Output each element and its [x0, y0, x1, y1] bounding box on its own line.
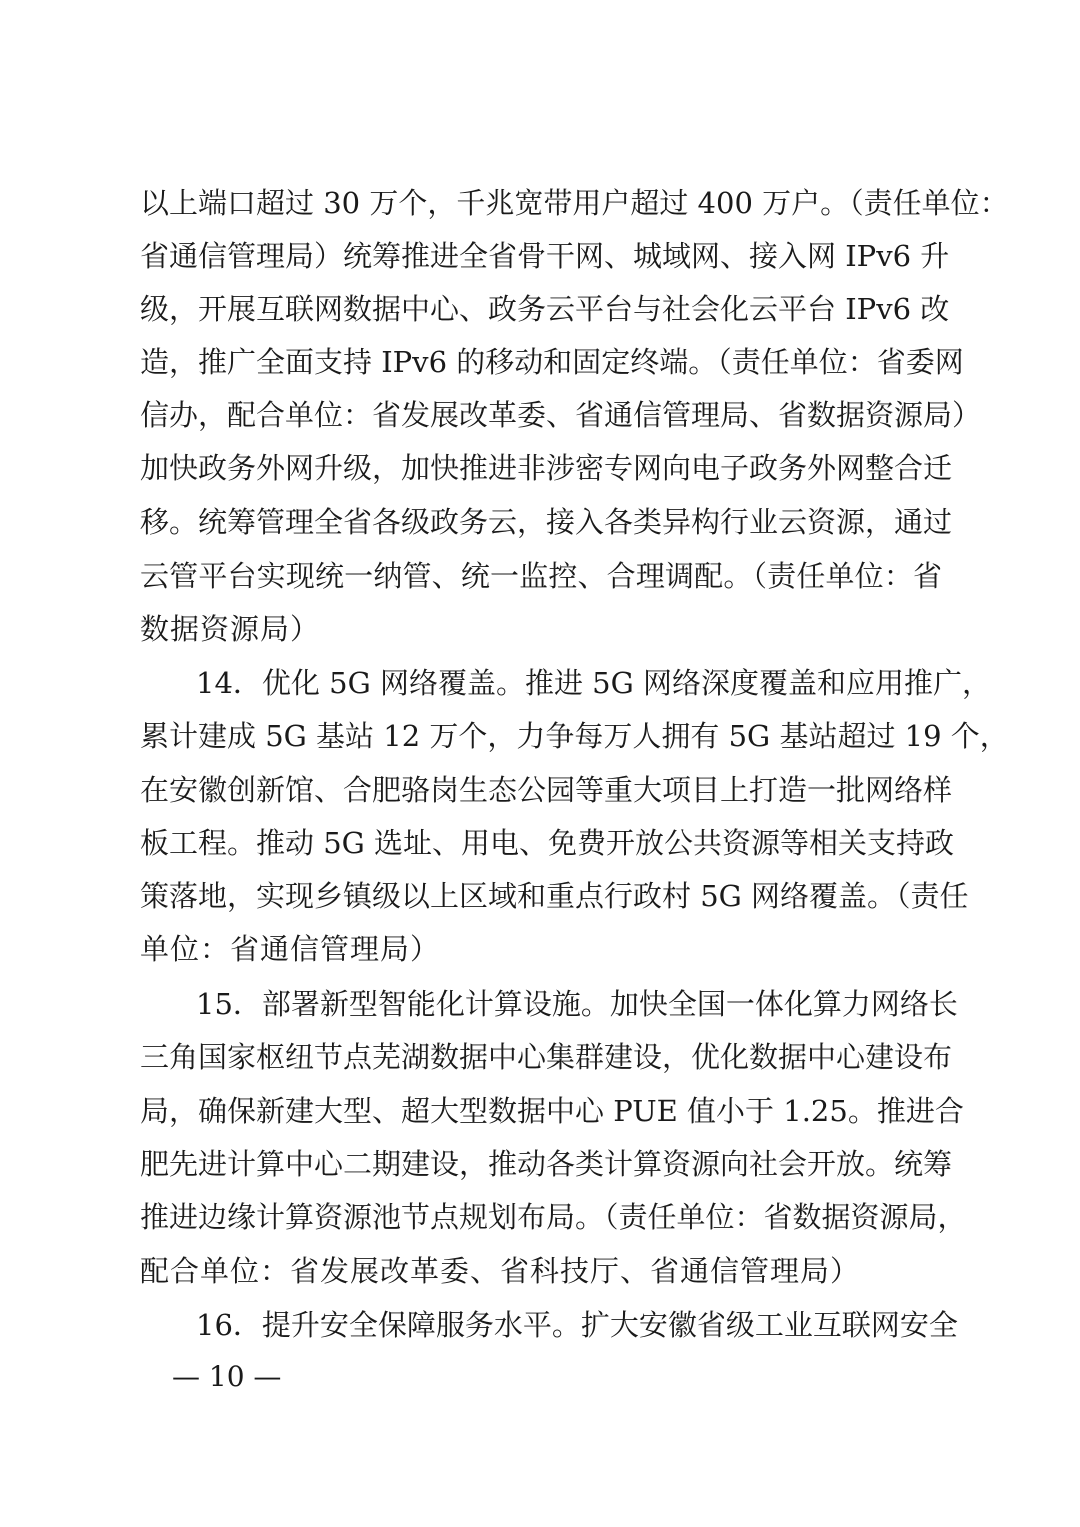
body-line: 策落地，实现乡镇级以上区域和重点行政村 5G 网络覆盖。（责任: [140, 879, 969, 913]
body-line: 板工程。推动 5G 选址、用电、免费开放公共资源等相关支持政: [140, 826, 955, 860]
body-line: 移。统筹管理全省各级政务云，接入各类异构行业云资源，通过: [140, 505, 953, 539]
body-line: 肥先进计算中心二期建设，推动各类计算资源向社会开放。统筹: [140, 1147, 953, 1181]
body-line: 在安徽创新馆、合肥骆岗生态公园等重大项目上打造一批网络样: [140, 773, 953, 807]
body-line: 信办，配合单位：省发展改革委、省通信管理局、省数据资源局）: [140, 398, 982, 432]
paragraph-heading-15: 15．部署新型智能化计算设施。加快全国一体化算力网络长: [196, 987, 958, 1021]
body-line: 三角国家枢纽节点芜湖数据中心集群建设，优化数据中心建设布: [140, 1040, 953, 1074]
body-line: 级，开展互联网数据中心、政务云平台与社会化云平台 IPv6 改: [140, 292, 950, 326]
body-line: 推进边缘计算资源池节点规划布局。（责任单位：省数据资源局，: [140, 1200, 967, 1234]
body-line: 累计建成 5G 基站 12 万个，力争每万人拥有 5G 基站超过 19 个，: [140, 719, 1009, 753]
paragraph-heading-14: 14．优化 5G 网络覆盖。推进 5G 网络深度覆盖和应用推广，: [196, 666, 992, 700]
body-line: 造，推广全面支持 IPv6 的移动和固定终端。（责任单位：省委网: [140, 345, 964, 379]
body-line: 加快政务外网升级，加快推进非涉密专网向电子政务外网整合迁: [140, 451, 953, 485]
page-number: — 10 —: [172, 1360, 282, 1393]
body-line: 省通信管理局）统筹推进全省骨干网、城域网、接入网 IPv6 升: [140, 239, 950, 273]
body-line: 单位：省通信管理局）: [140, 932, 441, 966]
body-line: 局，确保新建大型、超大型数据中心 PUE 值小于 1.25。推进合: [140, 1094, 964, 1128]
paragraph-heading-16: 16．提升安全保障服务水平。扩大安徽省级工业互联网安全: [196, 1308, 958, 1342]
body-line: 配合单位：省发展改革委、省科技厅、省通信管理局）: [140, 1254, 861, 1288]
body-line: 以上端口超过 30 万个，千兆宽带用户超过 400 万户。（责任单位：: [140, 186, 1009, 220]
body-line: 云管平台实现统一纳管、统一监控、合理调配。（责任单位：省: [140, 559, 942, 593]
body-line: 数据资源局）: [140, 612, 321, 646]
